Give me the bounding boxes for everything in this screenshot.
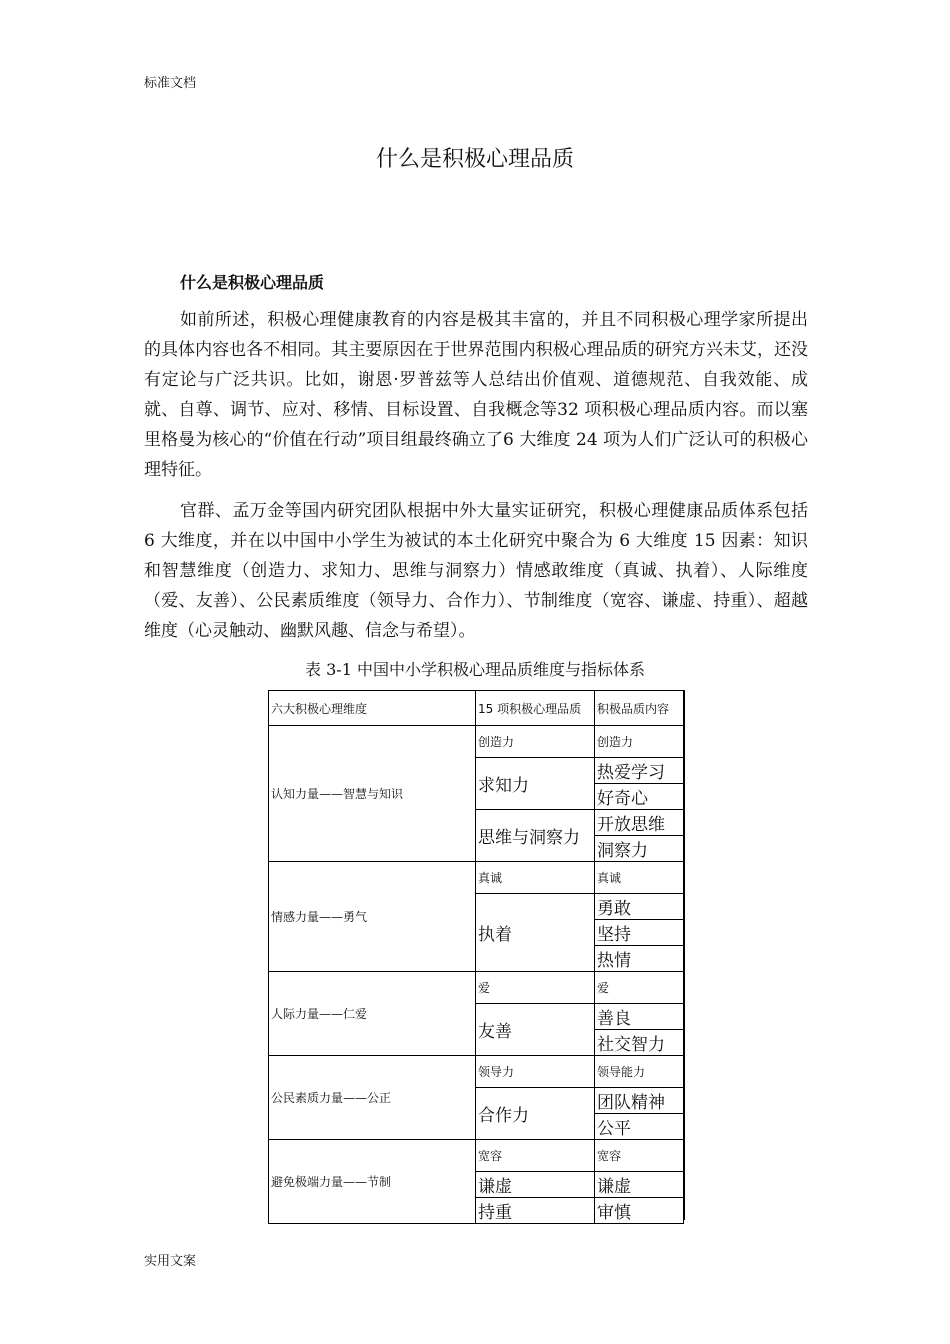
content-cell: 公平 (595, 1114, 684, 1140)
content-cell: 团队精神 (595, 1088, 684, 1114)
page-footer-label: 实用文案 (144, 1254, 197, 1269)
quality-cell: 谦虚 (476, 1172, 595, 1198)
document-title: 什么是积极心理品质 (375, 147, 574, 172)
quality-cell: 真诚 (476, 862, 595, 894)
table-row (269, 972, 684, 1004)
table-row (269, 862, 684, 894)
section-heading: 什么是积极心理品质 (180, 273, 325, 292)
table-row (269, 726, 684, 758)
quality-cell: 创造力 (476, 726, 595, 758)
dimension-cell: 情感力量——勇气 (269, 862, 476, 972)
table-row (269, 1056, 684, 1088)
dimension-cell: 认知力量——智慧与知识 (269, 726, 476, 862)
body-paragraph-2: 官群、孟万金等国内研究团队根据中外大量实证研究，积极心理健康品质体系包括 6 大维度，并在以中国中小学生为被试的本土化研究中聚合为 6 大维度 15 因素：知识和智慧维度（创造力、求知力、思维与洞察力）情感敢维度（真诚、执着）、人际维度（爱、友善）、公民素质维度（领导力、合作力）、节制维度（宽容、谦虚、持重）、超越维度（心灵触动、幽默风趣、信念与希望）。 (144, 501, 808, 641)
quality-cell: 求知力 (476, 758, 595, 810)
header-cell-content: 积极品质内容 (595, 691, 684, 726)
content-cell: 谦虚 (595, 1172, 684, 1198)
content-cell: 好奇心 (595, 784, 684, 810)
table-header-row (269, 691, 684, 726)
header-cell-dimension: 六大积极心理维度 (269, 691, 476, 726)
content-cell: 审慎 (595, 1198, 684, 1224)
quality-cell: 思维与洞察力 (476, 810, 595, 862)
quality-cell: 执着 (476, 894, 595, 972)
table-right-border-line (683, 690, 685, 1220)
dimension-cell: 人际力量——仁爱 (269, 972, 476, 1056)
content-cell: 爱 (595, 972, 684, 1004)
quality-dimension-table (268, 690, 684, 1224)
content-cell: 热情 (595, 946, 684, 972)
quality-cell: 爱 (476, 972, 595, 1004)
page-header-label: 标准文档 (144, 76, 197, 91)
quality-cell: 领导力 (476, 1056, 595, 1088)
content-cell: 创造力 (595, 726, 684, 758)
quality-cell: 友善 (476, 1004, 595, 1056)
quality-cell: 合作力 (476, 1088, 595, 1140)
content-cell: 领导能力 (595, 1056, 684, 1088)
dimension-cell: 公民素质力量——公正 (269, 1056, 476, 1140)
table-caption: 表 3-1 中国中小学积极心理品质维度与指标体系 (305, 660, 645, 679)
content-cell: 坚持 (595, 920, 684, 946)
content-cell: 真诚 (595, 862, 684, 894)
header-cell-quality: 15 项积极心理品质 (476, 691, 595, 726)
table-row (269, 1140, 684, 1172)
content-cell: 勇敢 (595, 894, 684, 920)
quality-cell: 持重 (476, 1198, 595, 1224)
quality-cell: 宽容 (476, 1140, 595, 1172)
body-paragraph-1: 如前所述，积极心理健康教育的内容是极其丰富的，并且不同积极心理学家所提出的具体内容也各不相同。其主要原因在于世界范围内积极心理品质的研究方兴未艾，还没有定论与广泛共识。比如，谢恩·罗普兹等人总结出价值观、道德规范、自我效能、成就、自尊、调节、应对、移情、目标设置、自我概念等32 项积极心理品质内容。而以塞里格曼为核心的“价值在行动”项目组最终确立了6 大维度 24 项为人们广泛认可的积极心理特征。 (144, 310, 808, 480)
dimension-cell: 避免极端力量——节制 (269, 1140, 476, 1224)
content-cell: 善良 (595, 1004, 684, 1030)
content-cell: 宽容 (595, 1140, 684, 1172)
content-cell: 开放思维 (595, 810, 684, 836)
content-cell: 热爱学习 (595, 758, 684, 784)
content-cell: 洞察力 (595, 836, 684, 862)
content-cell: 社交智力 (595, 1030, 684, 1056)
